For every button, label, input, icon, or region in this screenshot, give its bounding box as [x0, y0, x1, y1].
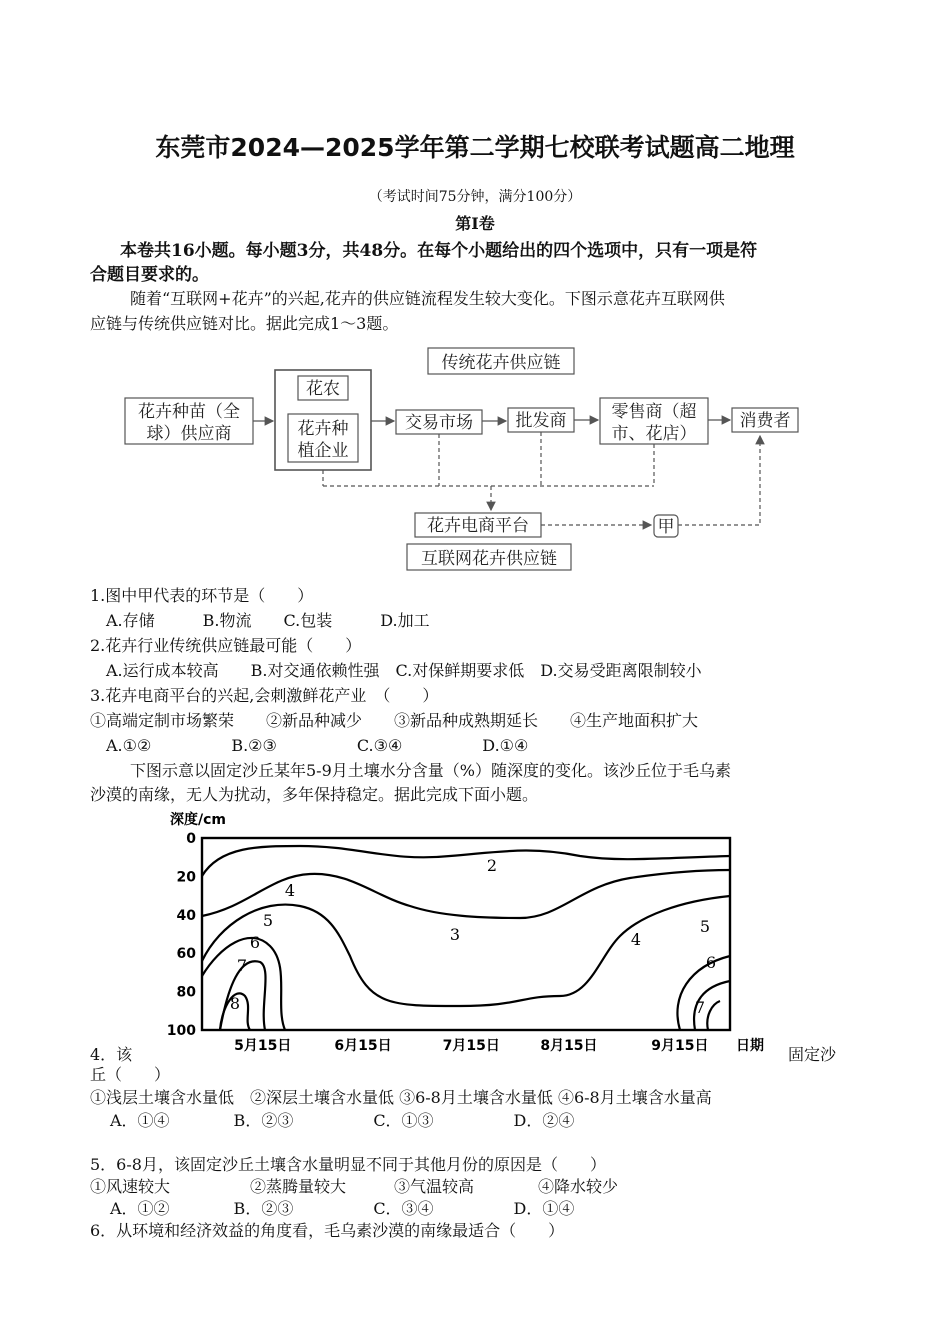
x-tick-label: 7月15日 [442, 1038, 500, 1054]
contour-label: 2 [486, 856, 498, 875]
q6-stem: 6．从环境和经济效益的角度看，毛乌素沙漠的南缘最适合（ ） [90, 1221, 565, 1240]
contour-5 [202, 938, 730, 1030]
page-title: 东莞市2024—2025学年第二学期七校联考试题高二地理 [155, 133, 795, 162]
contour-label: 6 [705, 953, 717, 972]
contour-label: 7 [694, 998, 706, 1017]
consumer-text: 消费者 [739, 411, 791, 431]
contour-label: 8 [229, 994, 241, 1013]
contour-label: 4 [284, 881, 296, 900]
supply-chain-diagram [110, 340, 810, 575]
q5-options: A．①② B．②③ C．③④ D．①④ [110, 1199, 575, 1218]
market-text: 交易市场 [405, 413, 473, 433]
y-tick-label: 60 [176, 946, 196, 963]
soil-moisture-chart [160, 806, 780, 1056]
exam-info: （考试时间75分钟，满分100分） [368, 189, 582, 205]
internet-chain-label: 互联网花卉供应链 [421, 549, 557, 569]
q4-stem-a: 4．该 [90, 1045, 133, 1064]
x-tick-label: 5月15日 [234, 1038, 292, 1054]
instructions-line1: 本卷共16小题。每小题3分，共48分。在每个小题给出的四个选项中，只有一项是符 [120, 241, 758, 261]
y-tick-label: 40 [176, 907, 196, 924]
supplier-text-2: 球）供应商 [146, 424, 232, 444]
q2-options: A.运行成本较高 B.对交通依赖性强 C.对保鲜期要求低 D.交易受距离限制较小 [106, 661, 702, 680]
supplier-text-1: 花卉种苗（全 [138, 402, 240, 422]
contour-label: 5 [262, 911, 274, 930]
q4-items: ①浅层土壤含水量低 ②深层土壤含水量低 ③6-8月土壤含水量低 ④6-8月土壤含水量高 [90, 1088, 712, 1107]
jia-text: 甲 [657, 517, 675, 537]
wholesaler-text: 批发商 [515, 411, 567, 431]
contour-label: 4 [630, 930, 642, 949]
intro1-line1: 随着“互联网+花卉”的兴起,花卉的供应链流程发生较大变化。下图示意花卉互联网供 [130, 289, 725, 308]
intro2-line1: 下图示意以固定沙丘某年5-9月土壤水分含量（%）随深度的变化。该沙丘位于毛乌素 [130, 761, 731, 780]
ecommerce-text: 花卉电商平台 [427, 516, 529, 536]
chart-ylabel: 深度/cm [170, 812, 226, 828]
enterprise-text-2: 植企业 [297, 441, 349, 461]
x-tick-label: 6月15日 [334, 1038, 392, 1054]
x-tick-label: 9月15日 [651, 1038, 709, 1054]
contour-6 [220, 961, 730, 1030]
intro1-line2: 应链与传统供应链对比。据此完成1～3题。 [90, 314, 399, 333]
traditional-chain-label: 传统花卉供应链 [441, 353, 561, 373]
contour-3 [202, 870, 730, 918]
q3-stem: 3.花卉电商平台的兴起,会刺激鲜花产业 （ ） [90, 686, 439, 705]
y-tick-label: 80 [176, 984, 196, 1001]
q3-items: ①高端定制市场繁荣 ②新品种减少 ③新品种成熟期延长 ④生产地面积扩大 [90, 711, 699, 730]
x-tick-label: 8月15日 [540, 1038, 598, 1054]
contour-label: 6 [249, 933, 261, 952]
y-tick-label: 0 [186, 831, 196, 847]
intro2-line2: 沙漠的南缘，无人为扰动，多年保持稳定。据此完成下面小题。 [90, 785, 539, 804]
contour-label: 5 [699, 917, 711, 936]
contour-2 [202, 846, 730, 876]
y-tick-label: 100 [166, 1023, 196, 1039]
y-tick-label: 20 [176, 869, 196, 886]
contour-label: 7 [236, 956, 248, 975]
q1-stem: 1.图中甲代表的环节是（ ） [90, 586, 314, 605]
q3-options: A.①② B.②③ C.③④ D.①④ [106, 736, 529, 755]
q4-stem-b: 固定沙 [788, 1045, 837, 1064]
q5-items: ①风速较大 ②蒸腾量较大 ③气温较高 ④降水较少 [90, 1177, 619, 1196]
enterprise-text-1: 花卉种 [297, 419, 349, 439]
contour-label: 3 [449, 925, 461, 944]
q4-options: A．①④ B．②③ C．①③ D．②④ [110, 1111, 575, 1130]
q2-stem: 2.花卉行业传统供应链最可能（ ） [90, 636, 362, 655]
chart-xlabel: 日期 [736, 1038, 764, 1054]
q1-options: A.存储 B.物流 C.包装 D.加工 [106, 611, 430, 630]
q4-stem-c: 丘（ ） [90, 1065, 171, 1084]
instructions-line2: 合题目要求的。 [90, 265, 209, 285]
retailer-text-1: 零售商（超 [611, 402, 697, 422]
farmer-text: 花农 [306, 379, 340, 399]
retailer-text-2: 市、花店） [611, 424, 697, 444]
q5-stem: 5．6-8月，该固定沙丘土壤含水量明显不同于其他月份的原因是（ ） [90, 1155, 606, 1174]
volume-heading: 第Ⅰ卷 [455, 214, 495, 233]
contour-7 [220, 993, 720, 1030]
